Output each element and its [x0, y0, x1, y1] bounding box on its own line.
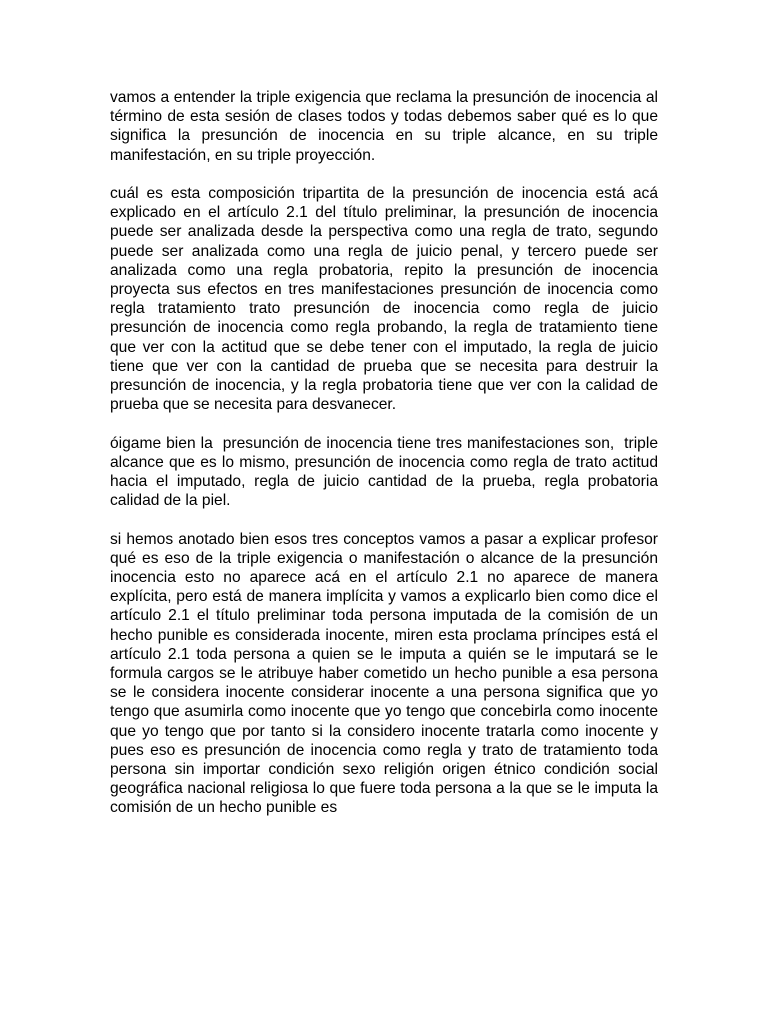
paragraph-3: óigame bien la presunción de inocencia tiene tres manifestaciones son, triple alcance que es lo mismo, presunción de inocencia como regla de trato actitud hacia el imputado, regla de juicio cantidad de la prueba, regla probatoria calidad de la piel.: [110, 434, 663, 510]
paragraph-4: si hemos anotado bien esos tres conceptos vamos a pasar a explicar profesor qué es eso de la triple exigencia o manifestación o alcance de la presunción inocencia esto no aparece acá en el artículo 2.1 no aparece de manera explícita, pero está de manera implícita y vamos a explicarlo bien como dice el artículo 2.1 el título preliminar toda persona imputada de la comisión de un hecho punible es considerada inocente, miren esta proclama príncipes está el artículo 2.1 toda persona a quien se le imputa a quién se le imputará se le formula cargos se le atribuye haber cometido un hecho punible a esa persona se le considera inocente considerar inocente a una persona significa que yo tengo que asumirla como inocente que yo tengo que concebirla como inocente que yo tengo que por tanto si la considero inocente tratarla como inocente y pues eso es presunción de inocencia como regla y trato de tratamiento toda persona sin importar condición sexo religión origen étnico condición social geográfica nacional religiosa lo que fuere toda persona a la que se le imputa la comisión de un hecho punible es: [110, 530, 663, 817]
document-page: [110, 88, 663, 837]
paragraph-2: cuál es esta composición tripartita de la presunción de inocencia está acá explicado en el artículo 2.1 del título preliminar, la presunción de inocencia puede ser analizada desde la perspectiva como una regla de trato, segundo puede ser analizada como una regla de juicio penal, y tercero puede ser analizada como una regla probatoria, repito la presunción de inocencia proyecta sus efectos en tres manifestaciones presunción de inocencia como regla tratamiento trato presunción de inocencia como regla de juicio presunción de inocencia como regla probando, la regla de tratamiento tiene que ver con la actitud que se debe tener con el imputado, la regla de juicio tiene que ver con la cantidad de prueba que se necesita para destruir la presunción de inocencia, y la regla probatoria tiene que ver con la calidad de prueba que se necesita para desvanecer.: [110, 185, 663, 414]
paragraph-1: vamos a entender la triple exigencia que reclama la presunción de inocencia al término de esta sesión de clases todos y todas debemos saber qué es lo que significa la presunción de inocencia en su triple alcance, en su triple manifestación, en su triple proyección.: [110, 89, 663, 164]
